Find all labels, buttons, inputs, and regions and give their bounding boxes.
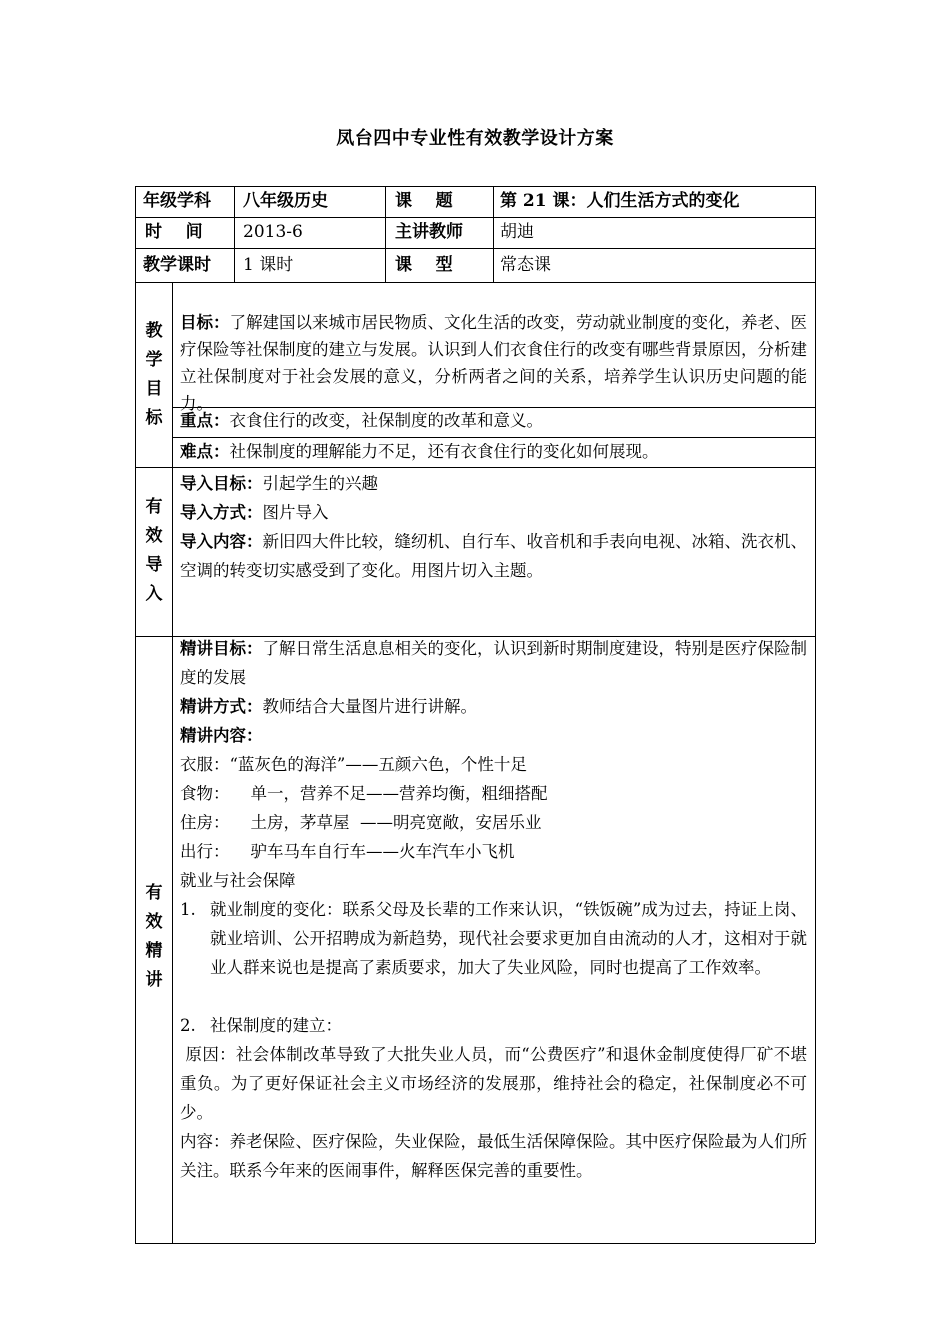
intro-method: 导入方式：图片导入: [180, 503, 329, 522]
lecture-method: 精讲方式：教师结合大量图片进行讲解。: [180, 697, 477, 716]
lecture-item1-text: 就业制度的变化：联系父母及长辈的工作来认识，“铁饭碗”成为过去，持证上岗、就业培训、公开招聘成为新趋势，现代社会要求更加自由流动的人才，这相对于就业人群来说也是提高了素质要求，加大了失业风险，同时也提高了工作效率。: [210, 900, 807, 977]
lecture-content-detail: 内容：养老保险、医疗保险，失业保险，最低生活保障保险。其中医疗保险最为人们所关注。联系今年来的医闹事件，解释医保完善的重要性。: [180, 1132, 807, 1180]
intro-target: 导入目标：引起学生的兴趣: [180, 474, 378, 493]
table-border-top: [135, 186, 815, 187]
row-divider-2: [135, 248, 815, 249]
goals-section-label: 教 学 目 标: [145, 321, 163, 428]
teacher-value: 胡迪: [500, 222, 534, 242]
lecture-housing: 住房： 土房，茅草屋 ——明亮宽敞，安居乐业: [180, 813, 542, 832]
row-divider-4: [135, 467, 815, 468]
topic-value: 第 21 课：人们生活方式的变化: [500, 191, 740, 211]
type-value: 常态课: [500, 255, 551, 275]
lecture-employment-title: 就业与社会保障: [180, 871, 296, 890]
label-col-divider: [172, 282, 173, 1243]
type-label: 课 型: [395, 255, 453, 275]
header-col-divider-2: [385, 186, 386, 282]
lecture-food: 食物： 单一，营养不足——营养均衡，粗细搭配: [180, 784, 548, 803]
table-border-bottom: [135, 1243, 815, 1244]
lecture-content-label: 精讲内容：: [180, 726, 263, 745]
table-border-right: [815, 186, 816, 1243]
grade-value: 八年级历史: [243, 191, 328, 211]
lecture-item1-number: 1.: [180, 900, 196, 919]
intro-content: 导入内容：新旧四大件比较，缝纫机、自行车、收音机和手表向电视、冰箱、洗衣机、空调的转变切实感受到了变化。用图片切入主题。: [180, 532, 807, 580]
teacher-label: 主讲教师: [395, 222, 463, 242]
header-col-divider-3: [493, 186, 494, 282]
lecture-reason: 原因：社会体制改革导致了大批失业人员，而“公费医疗”和退休金制度使得厂矿不堪重负。为了更好保证社会主义市场经济的发展那，维持社会的稳定，社保制度必不可少。: [180, 1045, 807, 1122]
lecture-section-label: 有 效 精 讲: [145, 883, 163, 990]
hours-label: 教学课时: [143, 255, 211, 275]
intro-section-label: 有 效 导 入: [145, 497, 163, 604]
lecture-clothing: 衣服：“蓝灰色的海洋”——五颜六色，个性十足: [180, 755, 527, 774]
row-divider-3: [135, 282, 815, 283]
grade-label: 年级学科: [143, 191, 211, 211]
lecture-target: 精讲目标：了解日常生活息息相关的变化，认识到新时期制度建设，特别是医疗保险制度的发展: [180, 639, 807, 687]
document-title: 凤台四中专业性有效教学设计方案: [336, 128, 614, 149]
goals-objective: 目标：了解建国以来城市居民物质、文化生活的改变，劳动就业制度的变化，养老、医疗保险等社保制度的建立与发展。认识到人们衣食住行的改变有哪些背景原因，分析建立社保制度对于社会发展的意义，分析两者之间的关系，培养学生认识历史问题的能力。: [180, 313, 807, 413]
row-divider-1: [135, 217, 815, 218]
lecture-item2-number: 2.: [180, 1016, 196, 1035]
hours-value: 1 课时: [243, 255, 294, 275]
goals-difficult-point: 难点：社保制度的理解能力不足，还有衣食住行的变化如何展现。: [180, 442, 659, 461]
time-label: 时 间: [145, 222, 203, 242]
header-col-divider-1: [234, 186, 235, 282]
goals-key-point: 重点：衣食住行的改变，社保制度的改革和意义。: [180, 411, 543, 430]
time-value: 2013-6: [243, 222, 303, 242]
lecture-travel: 出行： 驴车马车自行车——火车汽车小飞机: [180, 842, 515, 861]
lecture-item2-text: 社保制度的建立：: [210, 1016, 342, 1035]
topic-label: 课 题: [395, 191, 453, 211]
